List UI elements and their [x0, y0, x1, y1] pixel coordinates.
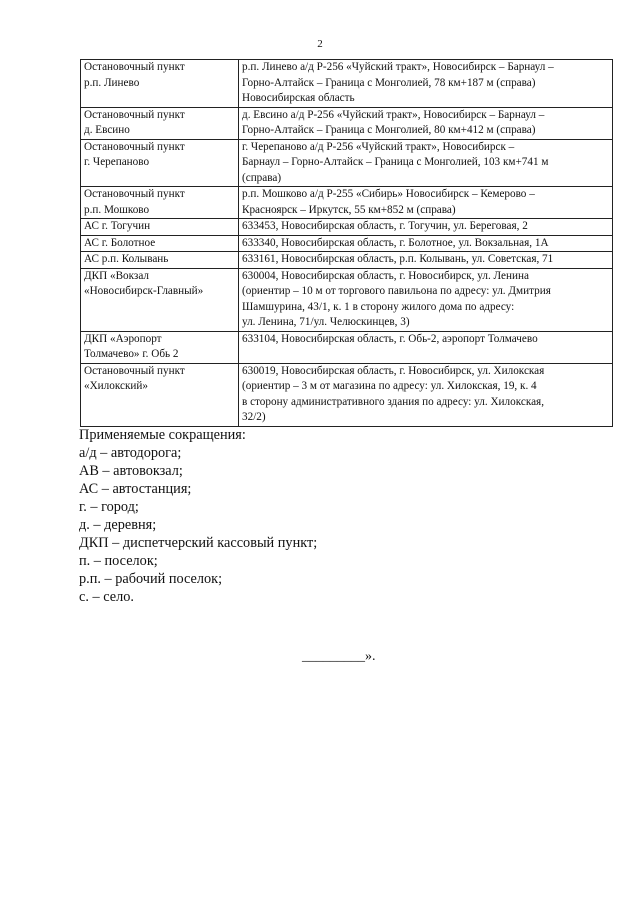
- text-line: ул. Ленина, 71/ул. Челюскинцев, 3): [242, 316, 410, 328]
- stop-address-cell: [239, 139, 613, 187]
- table-row: [81, 235, 613, 252]
- text-line: «Новосибирск-Главный»: [84, 285, 204, 297]
- abbreviations-section: [79, 426, 317, 606]
- text-line: 633104, Новосибирская область, г. Обь-2, аэропорт Толмачево: [242, 332, 538, 345]
- stop-address-cell: [239, 363, 613, 426]
- table-row: [81, 139, 613, 187]
- text-line: (справа): [242, 171, 282, 184]
- text-line: Толмачево» г. Обь 2: [84, 348, 179, 360]
- stop-address-cell: [239, 235, 613, 252]
- abbreviation-item: АС – автостанция;: [79, 481, 192, 497]
- text-line: р.п. Линево а/д Р-256 «Чуйский тракт», Новосибирск – Барнаул –: [242, 61, 554, 73]
- text-line: г. Черепаново а/д Р-256 «Чуйский тракт», Новосибирск –: [242, 140, 515, 153]
- text-line: АС р.п. Колывань: [84, 253, 169, 265]
- stop-name-cell: [81, 363, 239, 426]
- abbreviation-item: п. – поселок;: [79, 553, 158, 569]
- text-line: д. Евсино: [84, 124, 130, 136]
- text-line: 633340, Новосибирская область, г. Болотное, ул. Вокзальная, 1А: [242, 236, 549, 249]
- stop-name-cell: [81, 219, 239, 236]
- text-line: 633453, Новосибирская область, г. Тогучин, ул. Береговая, 2: [242, 220, 528, 232]
- text-line: г. Черепаново: [84, 156, 150, 168]
- stop-address-cell: [239, 331, 613, 363]
- abbreviation-item: д. – деревня;: [79, 517, 157, 533]
- text-line: Остановочный пункт: [84, 364, 185, 377]
- abbreviation-item: с. – село.: [79, 589, 134, 605]
- text-line: 633161, Новосибирская область, р.п. Колывань, ул. Советская, 71: [242, 253, 554, 265]
- abbreviation-item: ДКП – диспетчерский кассовый пункт;: [79, 535, 318, 551]
- text-line: р.п. Мошково а/д Р-255 «Сибирь» Новосибирск – Кемерово –: [242, 188, 535, 200]
- stop-name-cell: [81, 235, 239, 252]
- stop-name-cell: [81, 187, 239, 219]
- text-line: Остановочный пункт: [84, 108, 185, 121]
- text-line: в сторону административного здания по адресу: ул. Хилокская,: [242, 395, 544, 408]
- text-line: 32/2): [242, 411, 266, 423]
- abbreviations-heading: Применяемые сокращения:: [79, 427, 246, 443]
- text-line: Горно-Алтайск – Граница с Монголией, 80 км+412 м (справа): [242, 124, 536, 136]
- text-line: Остановочный пункт: [84, 140, 185, 153]
- abbreviation-item: г. – город;: [79, 499, 139, 515]
- text-line: 630019, Новосибирская область, г. Новосибирск, ул. Хилокская: [242, 364, 545, 377]
- table-row: [81, 60, 613, 108]
- text-line: Горно-Алтайск – Граница с Монголией, 78 км+187 м (справа): [242, 76, 536, 89]
- text-line: (ориентир – 3 м от магазина по адресу: ул. Хилокская, 19, к. 4: [242, 380, 537, 392]
- stop-name-cell: [81, 60, 239, 108]
- page-number: 2: [317, 38, 323, 50]
- text-line: Остановочный пункт: [84, 61, 185, 73]
- table-row: [81, 252, 613, 269]
- table-row: [81, 331, 613, 363]
- text-line: (ориентир – 10 м от торгового павильона по адресу: ул. Дмитрия: [242, 285, 551, 297]
- abbreviation-item: р.п. – рабочий поселок;: [79, 571, 223, 587]
- stop-address-cell: [239, 107, 613, 139]
- table-row: [81, 219, 613, 236]
- text-line: АС г. Болотное: [84, 236, 156, 249]
- text-line: Барнаул – Горно-Алтайск – Граница с Монголией, 103 км+741 м: [242, 156, 549, 168]
- text-line: АС г. Тогучин: [84, 220, 151, 232]
- text-line: 630004, Новосибирская область, г. Новосибирск, ул. Ленина: [242, 269, 529, 282]
- text-line: Шамшурина, 43/1, к. 1 в сторону жилого дома по адресу:: [242, 300, 515, 313]
- stops-table: [80, 59, 613, 427]
- stop-name-cell: [81, 139, 239, 187]
- text-line: Новосибирская область: [242, 92, 355, 104]
- text-line: Красноярск – Иркутск, 55 км+852 м (справа): [242, 203, 456, 216]
- stop-address-cell: [239, 187, 613, 219]
- stop-address-cell: [239, 268, 613, 331]
- text-line: р.п. Линево: [84, 76, 140, 89]
- stop-name-cell: [81, 107, 239, 139]
- stop-address-cell: [239, 252, 613, 269]
- abbreviation-item: а/д – автодорога;: [79, 445, 182, 461]
- text-line: ДКП «Аэропорт: [84, 332, 162, 345]
- stop-name-cell: [81, 268, 239, 331]
- table-row: [81, 363, 613, 426]
- abbreviation-item: АВ – автовокзал;: [79, 463, 183, 479]
- table-row: [81, 268, 613, 331]
- text-line: «Хилокский»: [84, 380, 148, 392]
- text-line: Остановочный пункт: [84, 188, 185, 200]
- stop-name-cell: [81, 252, 239, 269]
- stop-address-cell: [239, 60, 613, 108]
- stop-name-cell: [81, 331, 239, 363]
- stop-address-cell: [239, 219, 613, 236]
- text-line: р.п. Мошково: [84, 203, 150, 216]
- text-line: ДКП «Вокзал: [84, 269, 149, 282]
- table-row: [81, 107, 613, 139]
- table-row: [81, 187, 613, 219]
- closing-mark: _________».: [302, 649, 376, 664]
- text-line: д. Евсино а/д Р-256 «Чуйский тракт», Новосибирск – Барнаул –: [242, 108, 545, 121]
